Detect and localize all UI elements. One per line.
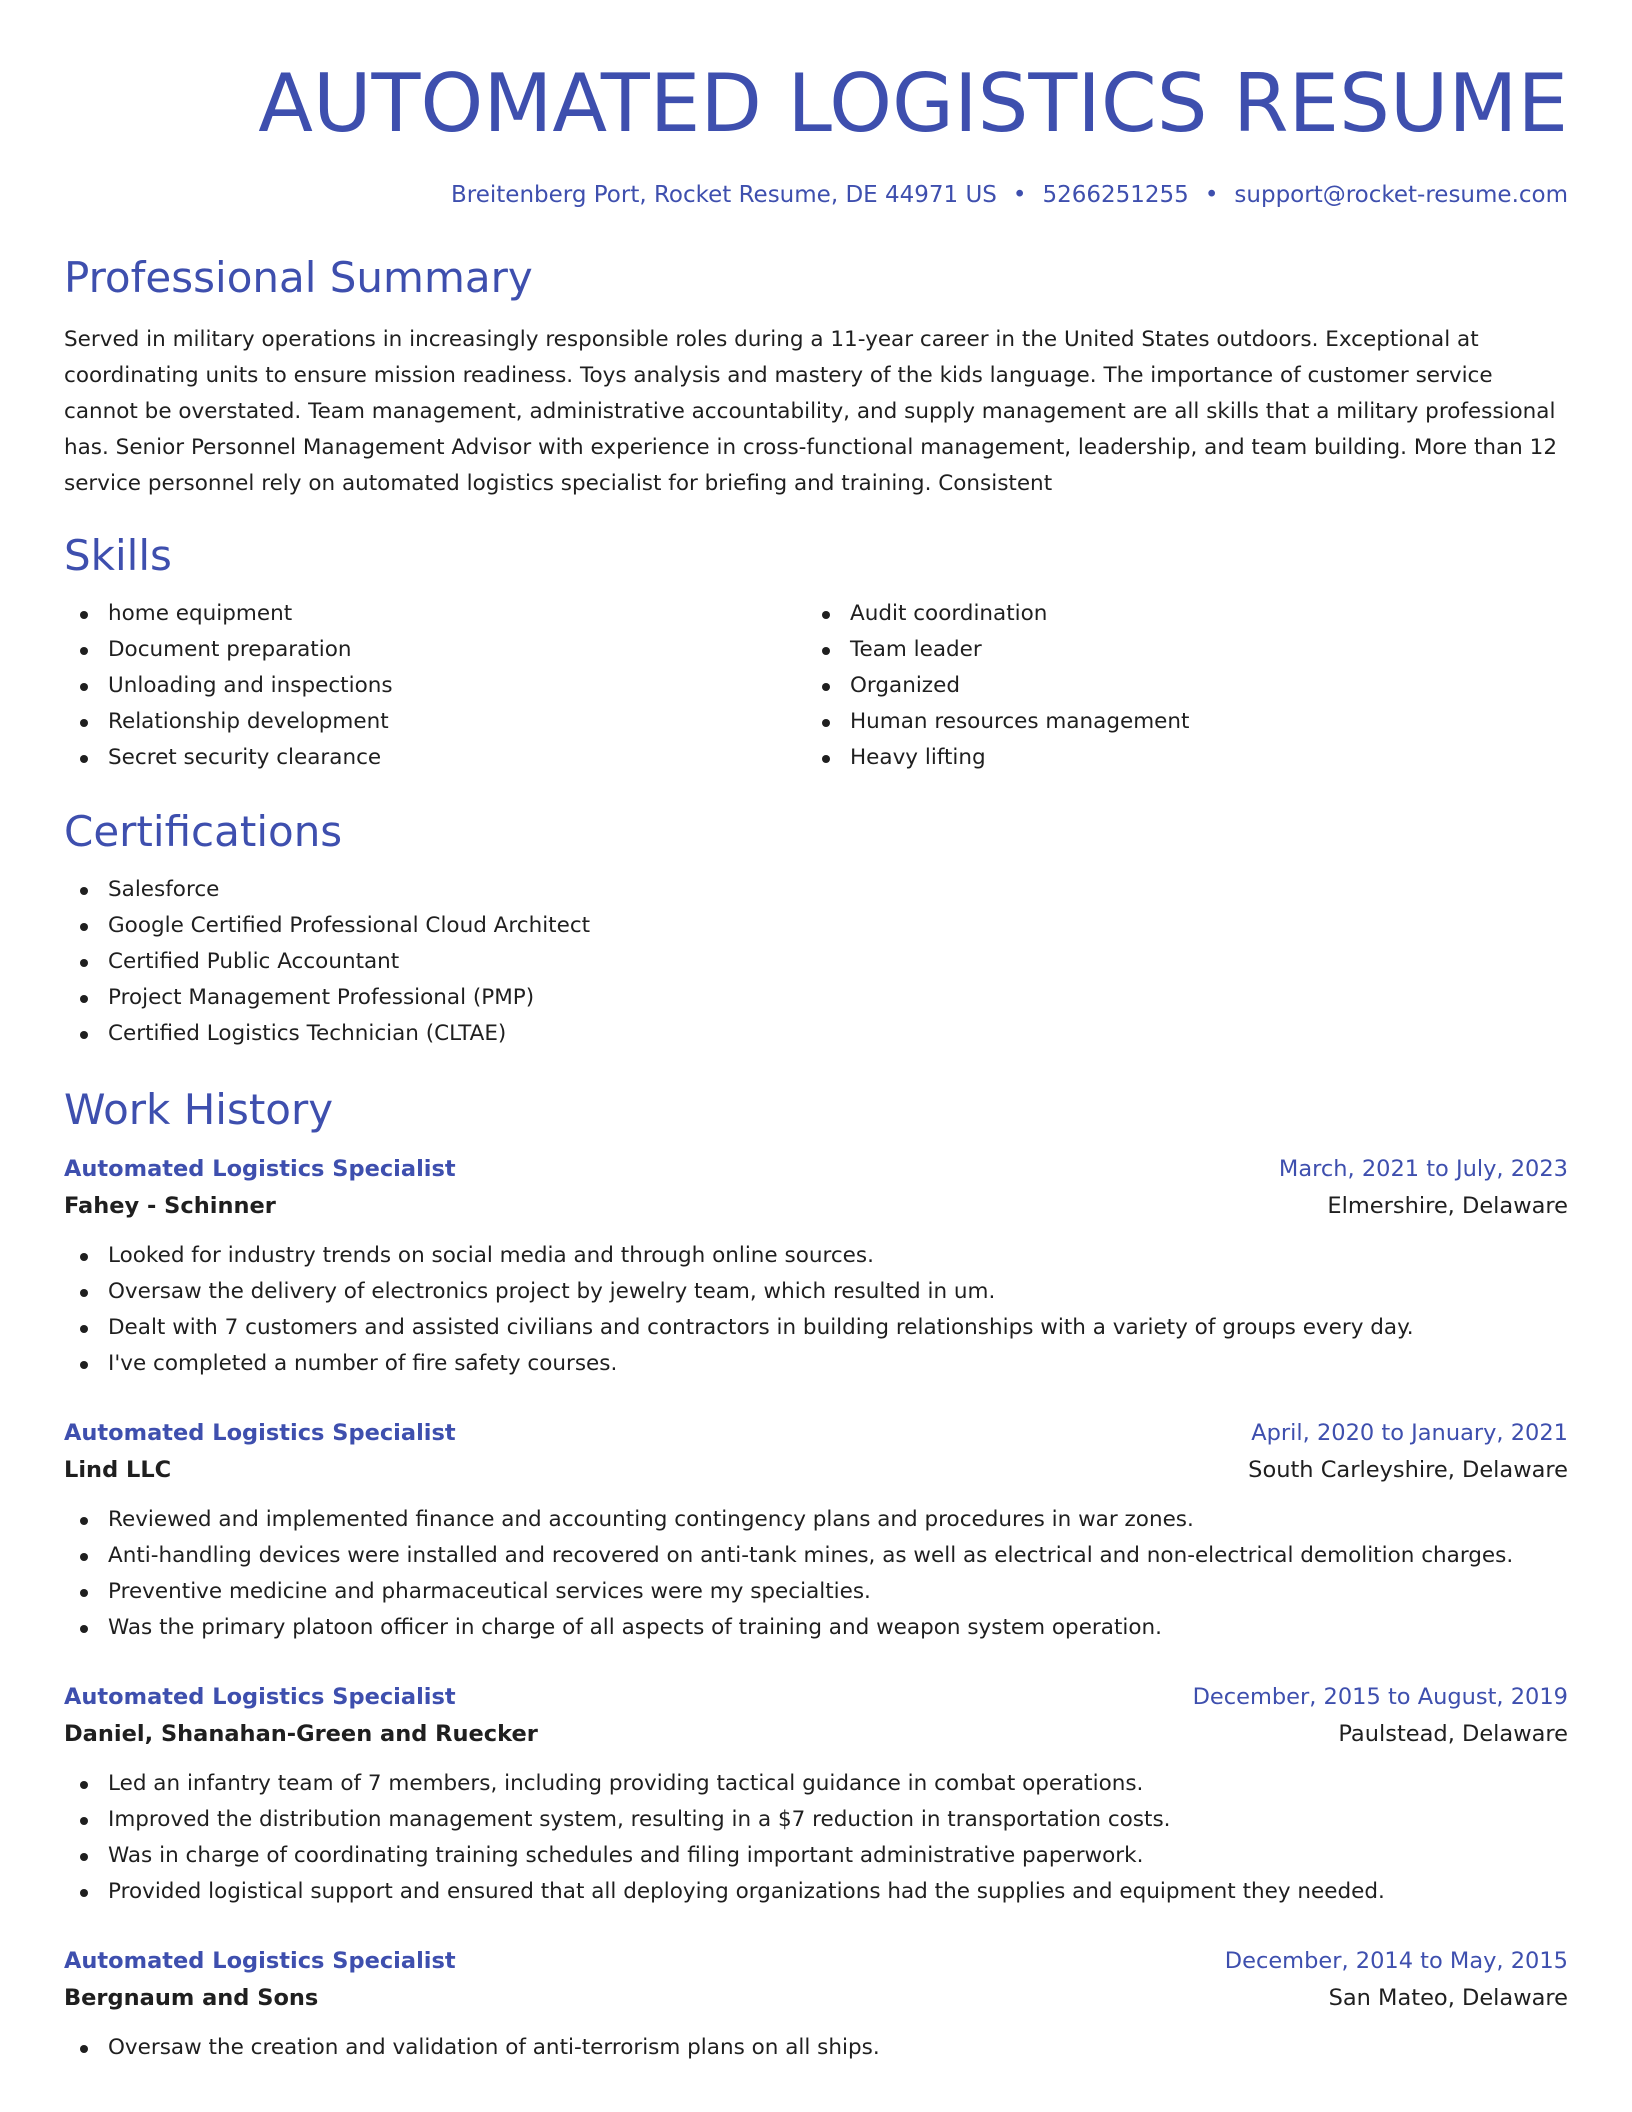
certification-item: Certified Logistics Technician (CLTAE)	[64, 1016, 1568, 1052]
job-company: Bergnaum and Sons	[64, 1985, 319, 2011]
certification-item: Project Management Professional (PMP)	[64, 980, 1568, 1016]
skills-list-left	[64, 596, 806, 776]
job-entry	[64, 1944, 1568, 2066]
job-company: Fahey - Schinner	[64, 1193, 276, 1219]
job-dates: December, 2014 to May, 2015	[1224, 1948, 1568, 1974]
skill-item: Relationship development	[64, 704, 806, 740]
job-duty: Was the primary platoon officer in charge of all aspects of training and weapon system operation.	[64, 1610, 1568, 1646]
resume-title: AUTOMATED LOGISTICS RESUME	[258, 57, 1568, 150]
certification-item: Certified Public Accountant	[64, 944, 1568, 980]
skill-item: Document preparation	[64, 632, 806, 668]
job-dates: December, 2015 to August, 2019	[1192, 1684, 1568, 1710]
contact-line	[64, 180, 1568, 210]
job-company-row	[64, 1714, 1568, 1754]
job-header-row	[64, 1416, 1568, 1450]
job-duties-list	[64, 1766, 1568, 1910]
job-title: Automated Logistics Specialist	[64, 1420, 456, 1446]
job-duty: Reviewed and implemented finance and accounting contingency plans and procedures in war zones.	[64, 1502, 1568, 1538]
work-history-heading: Work History	[64, 1085, 334, 1134]
job-duty: Looked for industry trends on social media and through online sources.	[64, 1238, 1568, 1274]
job-duty: Was in charge of coordinating training schedules and filing important administrative paperwork.	[64, 1838, 1568, 1874]
skill-item: Heavy lifting	[806, 740, 1548, 776]
job-duty: Dealt with 7 customers and assisted civilians and contractors in building relationships with a variety of groups every day.	[64, 1310, 1568, 1346]
separator-dot: •	[1204, 182, 1219, 208]
contact-phone: 5266251255	[1042, 182, 1189, 208]
job-title: Automated Logistics Specialist	[64, 1156, 456, 1182]
skill-item: Human resources management	[806, 704, 1548, 740]
job-header-row	[64, 1680, 1568, 1714]
contact-email: support@rocket-resume.com	[1234, 182, 1568, 208]
job-company-row	[64, 1186, 1568, 1226]
skill-item: Unloading and inspections	[64, 668, 806, 704]
job-title: Automated Logistics Specialist	[64, 1684, 456, 1710]
job-title: Automated Logistics Specialist	[64, 1948, 456, 1974]
job-entry	[64, 1416, 1568, 1646]
job-duty: Led an infantry team of 7 members, including providing tactical guidance in combat operations.	[64, 1766, 1568, 1802]
job-duty: Provided logistical support and ensured that all deploying organizations had the supplies and equipment they needed.	[64, 1874, 1568, 1910]
job-duties-list	[64, 1238, 1568, 1382]
certification-item: Google Certified Professional Cloud Architect	[64, 908, 1568, 944]
certifications-heading: Certifications	[64, 807, 343, 856]
job-company: Lind LLC	[64, 1457, 172, 1483]
job-location: San Mateo, Delaware	[1328, 1985, 1568, 2011]
job-duty: Improved the distribution management system, resulting in a $7 reduction in transportation costs.	[64, 1802, 1568, 1838]
job-company-row	[64, 1978, 1568, 2018]
skill-item: home equipment	[64, 596, 806, 632]
skills-list-right	[806, 596, 1548, 776]
skills-columns	[64, 596, 1568, 776]
skill-item: Audit coordination	[806, 596, 1548, 632]
skill-item: Secret security clearance	[64, 740, 806, 776]
job-duties-list	[64, 1502, 1568, 1646]
job-location: Paulstead, Delaware	[1338, 1721, 1568, 1747]
job-duty: Oversaw the creation and validation of anti-terrorism plans on all ships.	[64, 2030, 1568, 2066]
job-duty: Oversaw the delivery of electronics project by jewelry team, which resulted in um.	[64, 1274, 1568, 1310]
certifications-list	[64, 872, 1568, 1052]
job-location: Elmershire, Delaware	[1327, 1193, 1568, 1219]
certification-item: Salesforce	[64, 872, 1568, 908]
job-duties-list	[64, 2030, 1568, 2066]
job-duty: Preventive medicine and pharmaceutical services were my specialties.	[64, 1574, 1568, 1610]
job-dates: March, 2021 to July, 2023	[1278, 1156, 1568, 1182]
summary-heading: Professional Summary	[64, 253, 533, 302]
job-dates: April, 2020 to January, 2021	[1251, 1420, 1568, 1446]
summary-text: Served in military operations in increasingly responsible roles during a 11-year career in the United States outdoors. Exceptional at coordinating units to ensure mission readiness. Toys analysis and mastery of the kids language. The importance of customer service cannot be overstated. Team management, administrative accountability, and supply management are all skills that a military professional has. Senior Personnel Management Advisor with experience in cross-functional management, leadership, and team building. More than 12 service personnel rely on automated logistics specialist for briefing and training. Consistent	[64, 327, 1558, 496]
skills-heading: Skills	[64, 531, 172, 580]
job-entry	[64, 1680, 1568, 1910]
job-company-row	[64, 1450, 1568, 1490]
job-location: South Carleyshire, Delaware	[1248, 1457, 1568, 1483]
job-duty: I've completed a number of fire safety courses.	[64, 1346, 1568, 1382]
job-entry	[64, 1152, 1568, 1382]
job-company: Daniel, Shanahan-Green and Ruecker	[64, 1721, 538, 1747]
contact-address: Breitenberg Port, Rocket Resume, DE 44971 US	[451, 182, 997, 208]
separator-dot: •	[1012, 182, 1027, 208]
skill-item: Organized	[806, 668, 1548, 704]
job-header-row	[64, 1944, 1568, 1978]
job-duty: Anti-handling devices were installed and recovered on anti-tank mines, as well as electrical and non-electrical demolition charges.	[64, 1538, 1568, 1574]
job-header-row	[64, 1152, 1568, 1186]
skill-item: Team leader	[806, 632, 1548, 668]
